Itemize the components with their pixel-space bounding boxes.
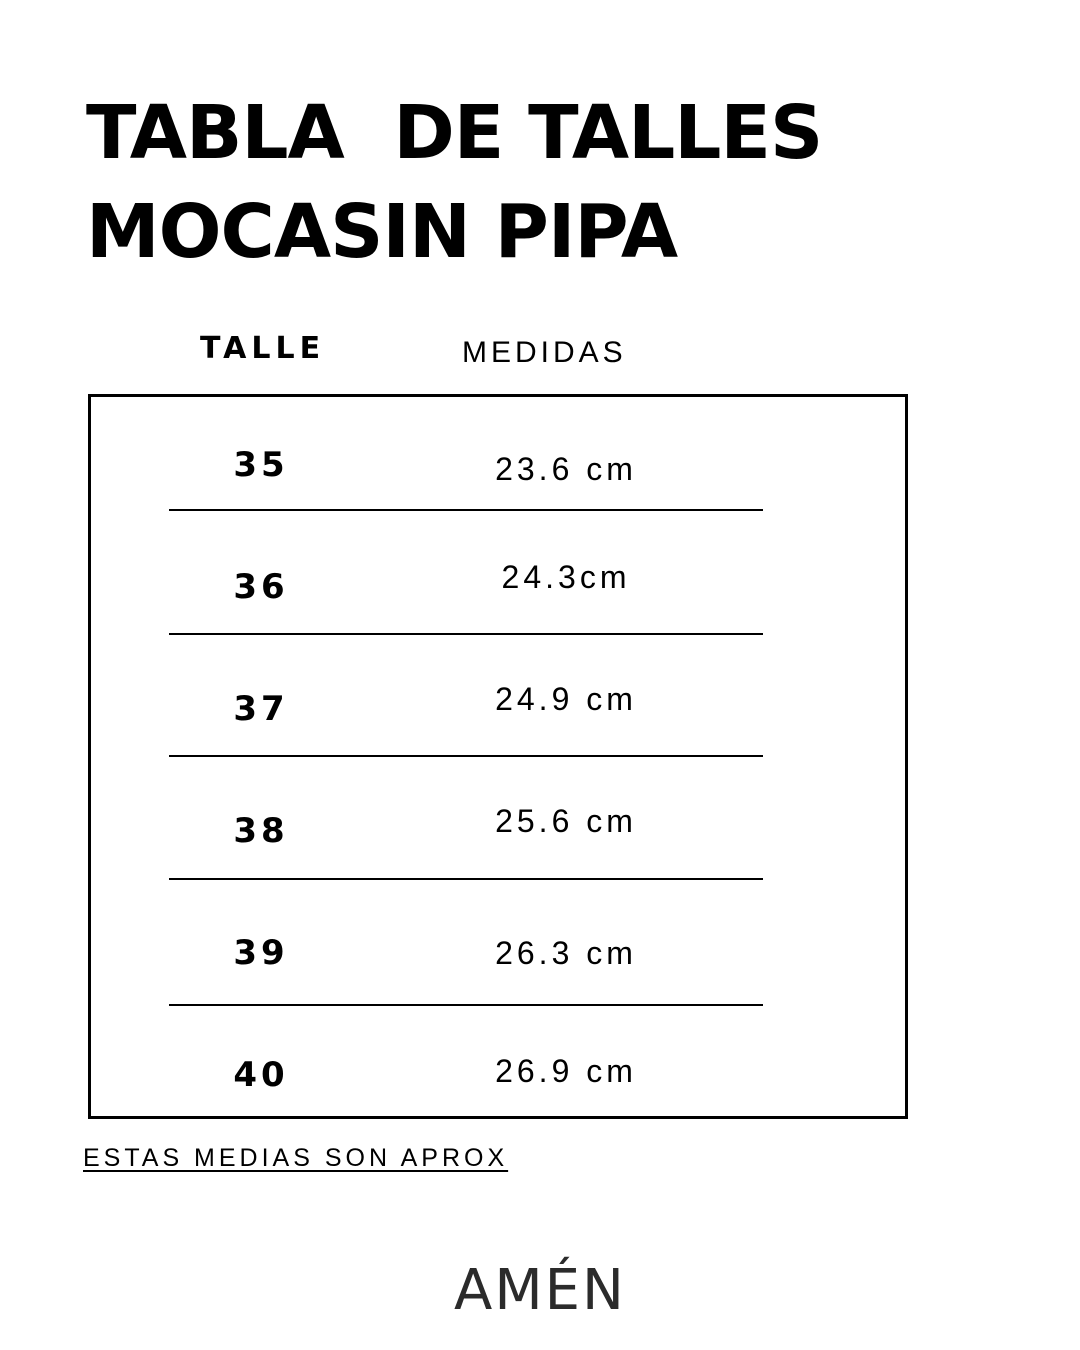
- measure-cell: 25.6 cm: [495, 803, 637, 839]
- table-row: [91, 557, 905, 617]
- size-cell: 36: [233, 567, 289, 607]
- page-title-line1: TABLA DE TALLES: [86, 90, 823, 176]
- row-divider: [169, 1004, 763, 1006]
- size-column-header: TALLE: [200, 331, 326, 366]
- size-table: [88, 394, 908, 1119]
- size-cell: 37: [233, 689, 289, 729]
- measure-cell: 26.3 cm: [495, 935, 637, 971]
- table-row: [91, 1045, 905, 1105]
- table-row: [91, 923, 905, 983]
- row-divider: [169, 755, 763, 757]
- row-divider: [169, 878, 763, 880]
- size-cell: 35: [233, 445, 289, 485]
- measure-cell: 26.9 cm: [495, 1053, 637, 1089]
- page-title-line2: MOCASIN PIPA: [86, 189, 678, 275]
- approx-footnote: ESTAS MEDIAS SON APROX: [83, 1144, 509, 1172]
- size-cell: 39: [233, 933, 289, 973]
- row-divider: [169, 509, 763, 511]
- size-cell: 40: [233, 1055, 289, 1095]
- measure-cell: 23.6 cm: [495, 451, 637, 487]
- table-row: [91, 801, 905, 861]
- measure-cell: 24.9 cm: [495, 681, 637, 717]
- size-cell: 38: [233, 811, 289, 851]
- table-row: [91, 679, 905, 739]
- brand-logo: [440, 1240, 640, 1320]
- svg-text:AMÉN: AMÉN: [454, 1258, 626, 1320]
- table-row: [91, 435, 905, 495]
- measure-cell: 24.3cm: [501, 559, 631, 595]
- measure-column-header: MEDIDAS: [462, 336, 627, 369]
- row-divider: [169, 633, 763, 635]
